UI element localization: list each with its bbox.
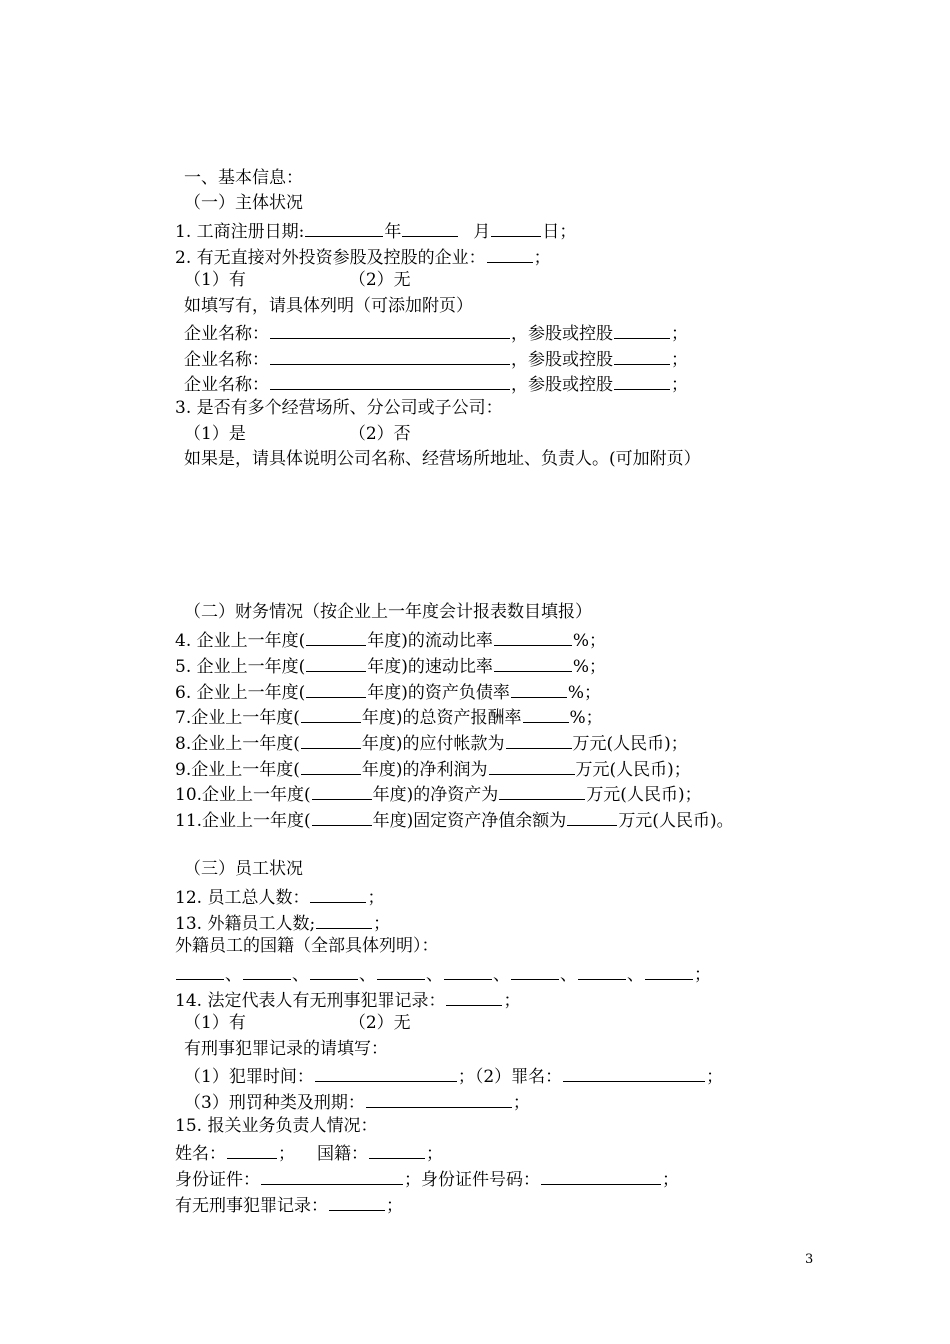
nationality-blank[interactable] — [243, 962, 291, 980]
q3-options — [184, 424, 411, 448]
q13-foreign-staff — [175, 911, 390, 935]
crime-name-blank[interactable] — [563, 1064, 705, 1082]
q12-blank[interactable] — [310, 885, 366, 903]
subsection-text: （三）员工状况 — [184, 859, 303, 879]
crime-name-label: ；（2）罪名： — [457, 1067, 563, 1087]
subsection-title — [184, 602, 592, 626]
value-blank[interactable] — [511, 680, 567, 698]
option-yes[interactable]: （1）是 — [184, 424, 246, 444]
row-end: ； — [706, 1067, 724, 1087]
penalty-row — [184, 1090, 530, 1114]
name-nationality-row — [175, 1141, 443, 1165]
q6-prefix: 6. 企业上一年度( — [175, 683, 306, 703]
q10-unit: 万元(人民币)； — [586, 785, 702, 805]
q10-prefix: 10.企业上一年度( — [175, 785, 311, 805]
share-label: ，参股或控股 — [511, 375, 613, 395]
separator: 、 — [560, 965, 577, 985]
share-blank[interactable] — [614, 321, 670, 339]
q6-unit: %； — [567, 683, 602, 703]
q4-current-ratio — [175, 628, 606, 652]
q2-blank[interactable] — [487, 245, 533, 263]
nationality-blank[interactable] — [369, 1141, 425, 1159]
nationality-blank[interactable] — [645, 962, 693, 980]
q12-total-staff — [175, 885, 384, 909]
q7-prefix: 7.企业上一年度( — [175, 708, 300, 728]
option-no[interactable]: （2）无 — [348, 1013, 411, 1033]
separator: 、 — [493, 965, 510, 985]
nationality-blank[interactable] — [511, 962, 559, 980]
q11-fixed-assets — [175, 808, 734, 832]
id-number-label: ；身份证件号码： — [404, 1170, 540, 1190]
q14-blank[interactable] — [446, 988, 502, 1006]
year-blank[interactable] — [301, 731, 361, 749]
row-end: ； — [671, 375, 688, 395]
id-doc-blank[interactable] — [261, 1167, 403, 1185]
row-end: ； — [671, 324, 688, 344]
q3-multiple-sites — [175, 398, 503, 422]
separator: 、 — [627, 965, 644, 985]
month-blank[interactable] — [402, 219, 458, 237]
q2-investment — [175, 245, 551, 269]
nationality-blank[interactable] — [444, 962, 492, 980]
q2-note-text: 如填写有，请具体列明（可添加附页） — [184, 296, 473, 316]
q11-unit: 万元(人民币)。 — [618, 811, 734, 831]
q13-blank[interactable] — [316, 911, 372, 929]
day-label: 日； — [542, 222, 577, 242]
value-blank[interactable] — [494, 628, 572, 646]
q6-debt-ratio — [175, 680, 601, 704]
q8-unit: 万元(人民币)； — [572, 734, 688, 754]
company-row — [184, 372, 688, 396]
company-row — [184, 347, 688, 371]
option-no[interactable]: （2）否 — [348, 424, 411, 444]
q12-end: ； — [367, 888, 385, 908]
q14-end: ； — [503, 991, 521, 1011]
subsection-title — [184, 859, 303, 883]
q4-text: 年度)的流动比率 — [367, 631, 493, 651]
separator: 、 — [426, 965, 443, 985]
q14-note-text: 有刑事犯罪记录的请填写： — [184, 1039, 388, 1059]
q5-text: 年度)的速动比率 — [367, 657, 493, 677]
option-yes[interactable]: （1）有 — [184, 1013, 246, 1033]
q9-net-profit — [175, 757, 691, 781]
q8-prefix: 8.企业上一年度( — [175, 734, 300, 754]
nationality-label-text: 外籍员工的国籍（全部具体列明）： — [175, 936, 439, 956]
nationality-label: 国籍： — [317, 1144, 368, 1164]
share-blank[interactable] — [614, 372, 670, 390]
q13-label: 13. 外籍员工人数; — [175, 914, 316, 934]
q2-note — [184, 296, 473, 320]
separator: 、 — [359, 965, 376, 985]
share-blank[interactable] — [614, 347, 670, 365]
q14-label: 14. 法定代表人有无刑事犯罪记录： — [175, 991, 446, 1011]
year-blank[interactable] — [306, 628, 366, 646]
q5-unit: %； — [572, 657, 607, 677]
q2-label: 2. 有无直接对外投资参股及控股的企业： — [175, 248, 486, 268]
name-blank[interactable] — [227, 1141, 277, 1159]
q5-quick-ratio — [175, 654, 606, 678]
company-blank[interactable] — [270, 372, 510, 390]
name-label: 姓名： — [175, 1144, 226, 1164]
q3-label: 3. 是否有多个经营场所、分公司或子公司： — [175, 398, 503, 418]
page-number: 3 — [805, 1252, 814, 1267]
q10-net-assets — [175, 782, 702, 806]
option-yes[interactable]: （1）有 — [184, 270, 246, 290]
id-number-blank[interactable] — [541, 1167, 661, 1185]
company-label: 企业名称： — [184, 375, 269, 395]
row-end: ； — [694, 965, 711, 985]
value-blank[interactable] — [523, 705, 569, 723]
year-blank[interactable] — [301, 757, 361, 775]
subsection-text: （一）主体状况 — [184, 193, 303, 213]
company-blank[interactable] — [270, 321, 510, 339]
year-label: 年 — [384, 222, 402, 242]
year-blank[interactable] — [305, 219, 383, 237]
penalty-label: （3）刑罚种类及刑期： — [184, 1093, 365, 1113]
crime-time-blank[interactable] — [315, 1064, 457, 1082]
q7-unit: %； — [569, 708, 603, 728]
q14-note — [184, 1039, 388, 1063]
q2-end: ； — [533, 248, 551, 268]
value-blank[interactable] — [494, 654, 572, 672]
nationality-blanks — [175, 962, 711, 986]
q10-text: 年度)的净资产为 — [372, 785, 499, 805]
value-blank[interactable] — [499, 782, 585, 800]
q12-label: 12. 员工总人数： — [175, 888, 310, 908]
q6-text: 年度)的资产负债率 — [367, 683, 510, 703]
row-end: ； — [426, 1144, 443, 1164]
q15-customs-manager — [175, 1116, 377, 1140]
crime-time-label: （1）犯罪时间： — [184, 1067, 314, 1087]
company-label: 企业名称： — [184, 324, 269, 344]
q9-unit: 万元(人民币)； — [575, 760, 691, 780]
nationality-label — [175, 936, 439, 960]
value-blank[interactable] — [489, 757, 575, 775]
q9-text: 年度)的净利润为 — [361, 760, 488, 780]
q14-options — [184, 1013, 411, 1037]
separator: 、 — [292, 965, 309, 985]
row-end: ； — [671, 350, 688, 370]
option-no[interactable]: （2）无 — [348, 270, 411, 290]
separator: 、 — [225, 965, 242, 985]
row-end: ； — [386, 1196, 403, 1216]
q4-unit: %； — [572, 631, 607, 651]
id-row — [175, 1167, 679, 1191]
q4-prefix: 4. 企业上一年度( — [175, 631, 306, 651]
share-label: ，参股或控股 — [511, 324, 613, 344]
q5-prefix: 5. 企业上一年度( — [175, 657, 306, 677]
subsection-text: （二）财务情况（按企业上一年度会计报表数目填报） — [184, 602, 592, 622]
q15-label: 15. 报关业务负责人情况： — [175, 1116, 378, 1136]
section-title — [184, 168, 303, 192]
crime-record-blank[interactable] — [329, 1193, 385, 1211]
share-label: ，参股或控股 — [511, 350, 613, 370]
id-doc-label: 身份证件： — [175, 1170, 260, 1190]
q8-accounts-payable — [175, 731, 688, 755]
company-blank[interactable] — [270, 347, 510, 365]
q1-registration-date — [175, 219, 576, 243]
day-blank[interactable] — [491, 219, 541, 237]
year-blank[interactable] — [312, 782, 372, 800]
value-blank[interactable] — [567, 808, 617, 826]
nationality-blank[interactable] — [310, 962, 358, 980]
year-blank[interactable] — [306, 680, 366, 698]
crime-record-label: 有无刑事犯罪记录： — [175, 1196, 328, 1216]
q8-text: 年度)的应付帐款为 — [361, 734, 505, 754]
section-title-text: 一、基本信息： — [184, 168, 303, 188]
row-end: ； — [662, 1170, 679, 1190]
year-blank[interactable] — [301, 705, 361, 723]
company-row — [184, 321, 688, 345]
q14-legal-rep-record — [175, 988, 520, 1012]
q11-text: 年度)固定资产净值余额为 — [372, 811, 567, 831]
penalty-blank[interactable] — [366, 1090, 512, 1108]
q3-note-text: 如果是，请具体说明公司名称、经营场所地址、负责人。(可加附页） — [184, 449, 701, 469]
q13-end: ； — [373, 914, 391, 934]
q9-prefix: 9.企业上一年度( — [175, 760, 300, 780]
year-blank[interactable] — [306, 654, 366, 672]
crime-details — [184, 1064, 723, 1088]
value-blank[interactable] — [506, 731, 572, 749]
nationality-blank[interactable] — [578, 962, 626, 980]
q2-options — [184, 270, 411, 294]
row-end: ； — [278, 1144, 295, 1164]
company-label: 企业名称： — [184, 350, 269, 370]
row-end: ； — [512, 1093, 530, 1113]
nationality-blank[interactable] — [377, 962, 425, 980]
q7-roa — [175, 705, 603, 729]
subsection-title — [184, 193, 303, 217]
q3-note — [184, 449, 701, 473]
q11-prefix: 11.企业上一年度( — [175, 811, 311, 831]
q7-text: 年度)的总资产报酬率 — [361, 708, 522, 728]
q1-label: 1. 工商注册日期: — [175, 222, 305, 242]
nationality-blank[interactable] — [176, 962, 224, 980]
month-label: 月 — [473, 222, 491, 242]
year-blank[interactable] — [312, 808, 372, 826]
crime-record-row — [175, 1193, 403, 1217]
